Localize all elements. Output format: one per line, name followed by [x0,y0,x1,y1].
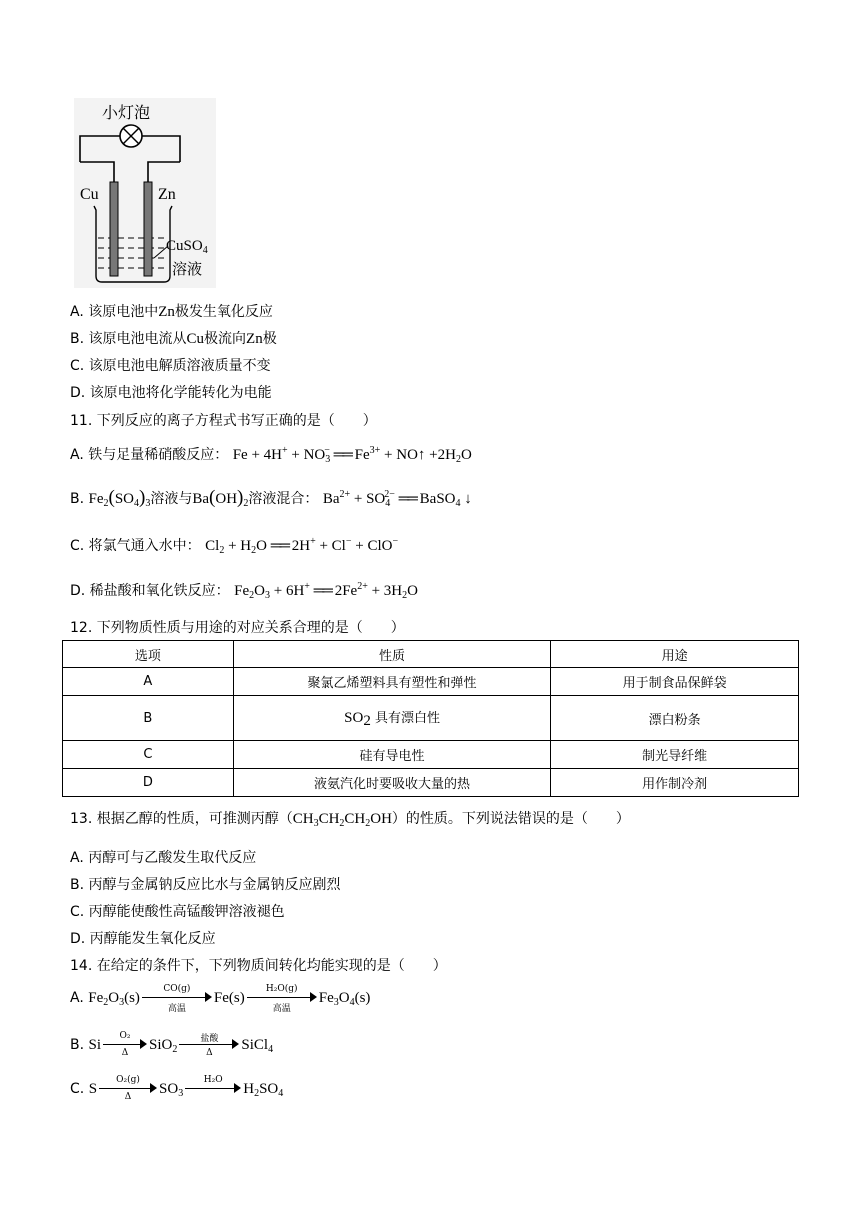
option-letter: B. [70,491,85,507]
species: Si [88,1037,102,1053]
formula-subscript: 2 [363,712,371,729]
reaction-arrow [99,1075,157,1102]
column-header: 用途 [551,641,799,668]
option-letter: A. [70,304,84,320]
formula: SO [344,709,364,726]
properties-table [62,640,799,797]
option-letter: C. [70,1081,85,1097]
equation-a: $Fe + 4H^+ + NO_3^-$ ══ $Fe^{3+}$ + NO↑ $+2H_2O$ [232,445,472,465]
species: $SO_3$ [159,1081,184,1099]
option-text: 该原电池中 [88,304,159,320]
cu-label: Cu [80,186,99,203]
q10-option-c [70,355,271,375]
zn-electrode [144,182,152,276]
option-text: 该原电池将化学能转化为电能 [89,385,272,401]
column-header: 性质 [233,641,551,668]
table-cell: 制光导纤维 [551,741,799,769]
species: $Fe_2O_3(s)$ [88,990,140,1008]
cu-electrode [110,182,118,276]
arrow-condition: CO(g) [163,984,191,994]
option-term: Zn [246,331,263,347]
arrow-condition: 盐酸 [200,1034,219,1044]
reaction-arrow [185,1075,241,1099]
reaction-arrow [142,984,212,1014]
table-cell: D [63,769,234,797]
option-letter: B. [70,331,85,347]
arrow-condition: 高温 [272,1004,291,1014]
equation-d: $Fe_2O_3 + 6H^+$ ══ $2Fe^{2+} + 3H_2O$ [234,581,418,601]
option-letter: D. [70,385,86,401]
solution-label [166,238,208,256]
option-label: D. 稀盐酸和氧化铁反应： [70,583,230,599]
arrow-condition: Δ [206,1048,213,1058]
option-term: Cu [186,331,205,347]
equation-b-reactant2: $Ba(OH)_2$ [192,487,249,509]
option-text: 极流向 [204,331,247,347]
option-letter: A. [70,990,84,1006]
q10-option-d [70,382,272,402]
bulb-label: 小灯泡 [102,103,151,122]
column-header: 选项 [63,641,234,668]
table-cell: 用于制食品保鲜袋 [551,668,799,696]
q13-option-a: A. 丙醇可与乙酸发生取代反应 [70,850,257,866]
table-cell: B [63,696,234,741]
equation-b-reactant1: $Fe_2(SO_4)_3$ [88,487,151,509]
table-cell: A [63,668,234,696]
option-label: 溶液混合： [248,491,319,507]
option-letter: B. [70,1037,85,1053]
species: $H_2SO_4$ [243,1081,284,1099]
q14-option-a [70,984,371,1014]
stem-text: 13. 根据乙醇的性质，可推测丙醇（ [70,811,293,827]
q10-option-b [70,328,277,348]
table-row [63,769,799,797]
species: $Fe_3O_4(s)$ [318,990,371,1008]
arrow-condition: Δ [121,1048,129,1058]
option-text: 该原电池电解质溶液质量不变 [88,358,271,374]
arrow-condition: 高温 [167,1004,186,1014]
table-cell: C [63,741,234,769]
property-text: 具有漂白性 [374,710,440,726]
q11-option-d [70,580,418,601]
option-text: 极发生氧化反应 [174,304,273,320]
q14-option-b [70,1031,274,1058]
table-cell [233,696,551,741]
q11-option-b [70,487,472,509]
table-row [63,741,799,769]
arrow-condition: O₂ [119,1031,131,1041]
option-label: 溶液与 [150,491,193,507]
table-cell: 液氨汽化时要吸收大量的热 [233,769,551,797]
option-text: 极 [262,331,277,347]
q14-option-c [70,1075,284,1102]
species: SiCl$_4$ [241,1037,274,1055]
solution-subscript: 4 [202,245,208,256]
q13-option-c: C. 丙醇能使酸性高锰酸钾溶液褪色 [70,904,285,920]
solution-formula: CuSO [166,238,203,254]
propanol-formula: $CH_3CH_2CH_2OH$ [292,811,392,829]
arrow-condition: H₂O [203,1075,223,1085]
reaction-arrow [103,1031,147,1058]
galvanic-cell-diagram [74,98,216,288]
zn-label: Zn [158,186,176,203]
species: Fe(s) [213,990,245,1006]
stem-text: ）的性质。下列说法错误的是（ ） [391,811,630,827]
species: S [88,1081,98,1097]
table-row [63,696,799,741]
option-letter: C. [70,358,85,374]
table-cell: 聚氯乙烯塑料具有塑性和弹性 [233,668,551,696]
equation-c: $Cl_2 + H_2O$ ══ 2H+ + Cl− + ClO− [205,536,399,556]
q13-option-b: B. 丙醇与金属钠反应比水与金属钠反应剧烈 [70,877,341,893]
reaction-arrow [247,984,317,1014]
option-text: 该原电池电流从 [88,331,187,347]
arrow-condition: Δ [124,1092,132,1102]
table-cell: 用作制冷剂 [551,769,799,797]
q11-option-a [70,444,472,465]
arrow-condition: H₂O(g) [265,984,298,994]
table-header-row [63,641,799,668]
species: SiO$_2$ [149,1037,178,1055]
q12-stem: 12. 下列物质性质与用途的对应关系合理的是（ ） [70,620,405,636]
table-row [63,668,799,696]
q10-option-a [70,301,273,321]
q13-stem [70,808,630,829]
arrow-condition: O₂(g) [116,1075,140,1085]
solution-label-2: 溶液 [172,260,203,278]
equation-b: $Ba^{2+} + SO_4^{2-}$ ══ BaSO$_4$ ↓ [322,489,472,509]
q11-option-c [70,535,398,556]
option-label: A. 铁与足量稀硝酸反应： [70,447,229,463]
reaction-arrow [179,1034,239,1058]
table-cell: 漂白粉条 [551,696,799,741]
q14-stem: 14. 在给定的条件下，下列物质间转化均能实现的是（ ） [70,958,447,974]
option-term: Zn [158,304,175,320]
option-label: C. 将氯气通入水中： [70,538,201,554]
q11-stem: 11. 下列反应的离子方程式书写正确的是（ ） [70,413,377,429]
table-cell: 硅有导电性 [233,741,551,769]
q13-option-d: D. 丙醇能发生氧化反应 [70,931,216,947]
